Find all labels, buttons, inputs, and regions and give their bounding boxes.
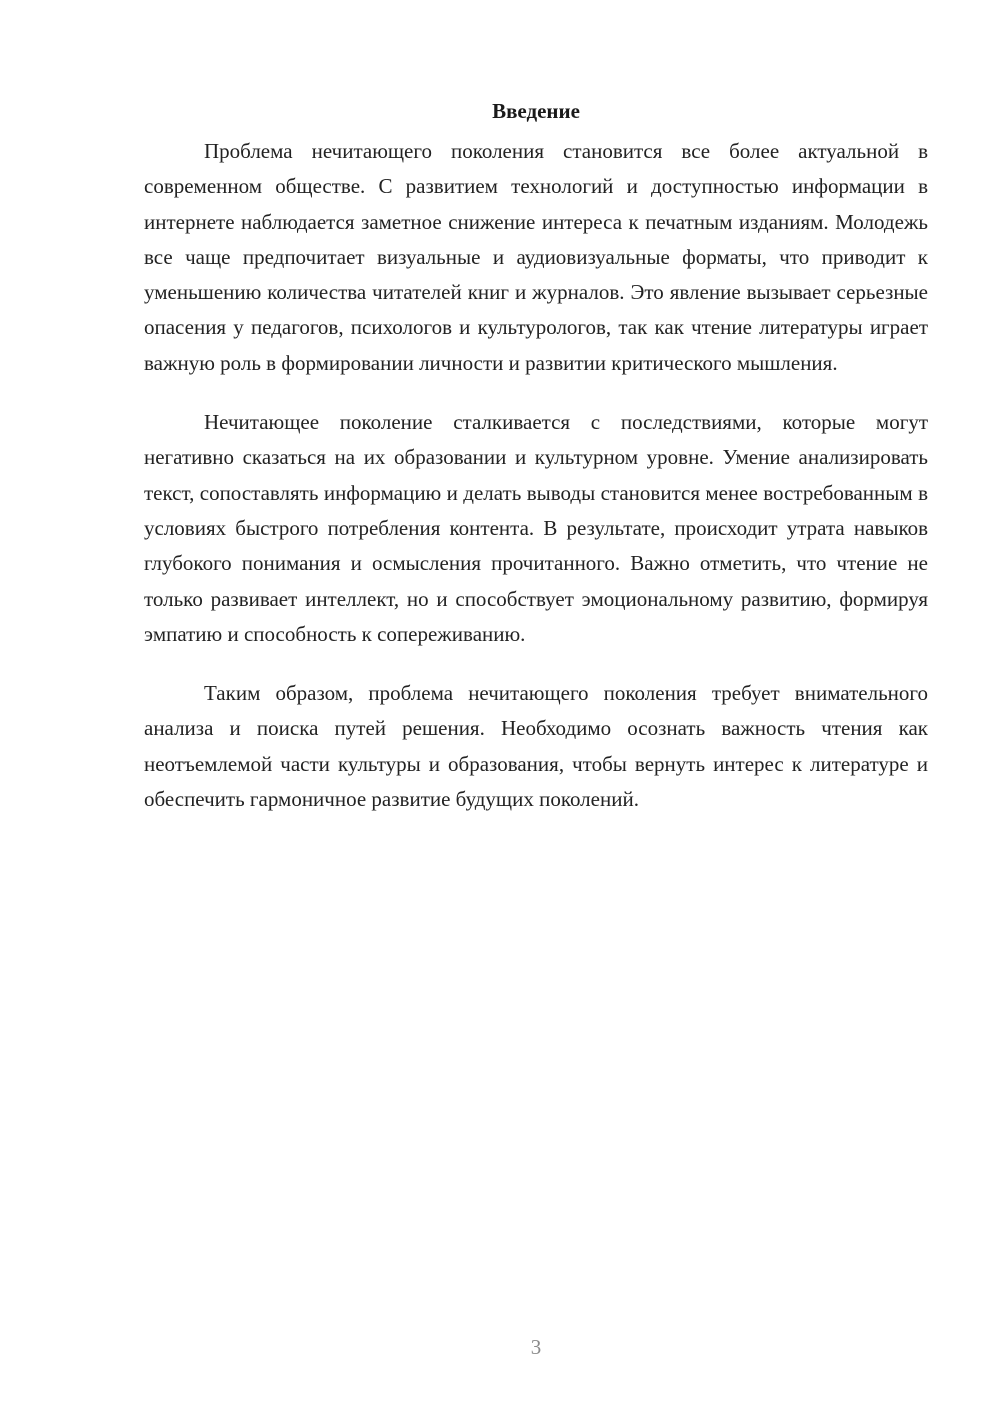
paragraph-1: Проблема нечитающего поколения становится все более актуальной в современном обществе. С развитием технологий и доступностью информации в интернете наблюдается заметное снижение интереса к печатным изданиям. Молодежь все чаще предпочитает визуальные и аудиовизуальные форматы, что приводит к уменьшению количества читателей книг и журналов. Это явление вызывает серьезные опасения у педагогов, психологов и культурологов, так как чтение литературы играет важную роль в формировании личности и развитии критического мышления. bbox=[144, 139, 928, 375]
page-content bbox=[144, 96, 928, 841]
paragraph-3: Таким образом, проблема нечитающего поколения требует внимательного анализа и поиска путей решения. Необходимо осознать важность чтения как неотъемлемой части культуры и образования, чтобы вернуть интерес к литературе и обеспечить гармоничное развитие будущих поколений. bbox=[144, 681, 928, 812]
paragraph-2: Нечитающее поколение сталкивается с последствиями, которые могут негативно сказаться на их образовании и культурном уровне. Умение анализировать текст, сопоставлять информацию и делать выводы становится менее востребованным в условиях быстрого потребления контента. В результате, происходит утрата навыков глубокого понимания и осмысления прочитанного. Важно отметить, что чтение не только развивает интеллект, но и способствует эмоциональному развитию, формируя эмпатию и способность к сопереживанию. bbox=[144, 410, 928, 646]
page-number: 3 bbox=[530, 1335, 542, 1359]
section-heading: Введение bbox=[492, 99, 580, 123]
